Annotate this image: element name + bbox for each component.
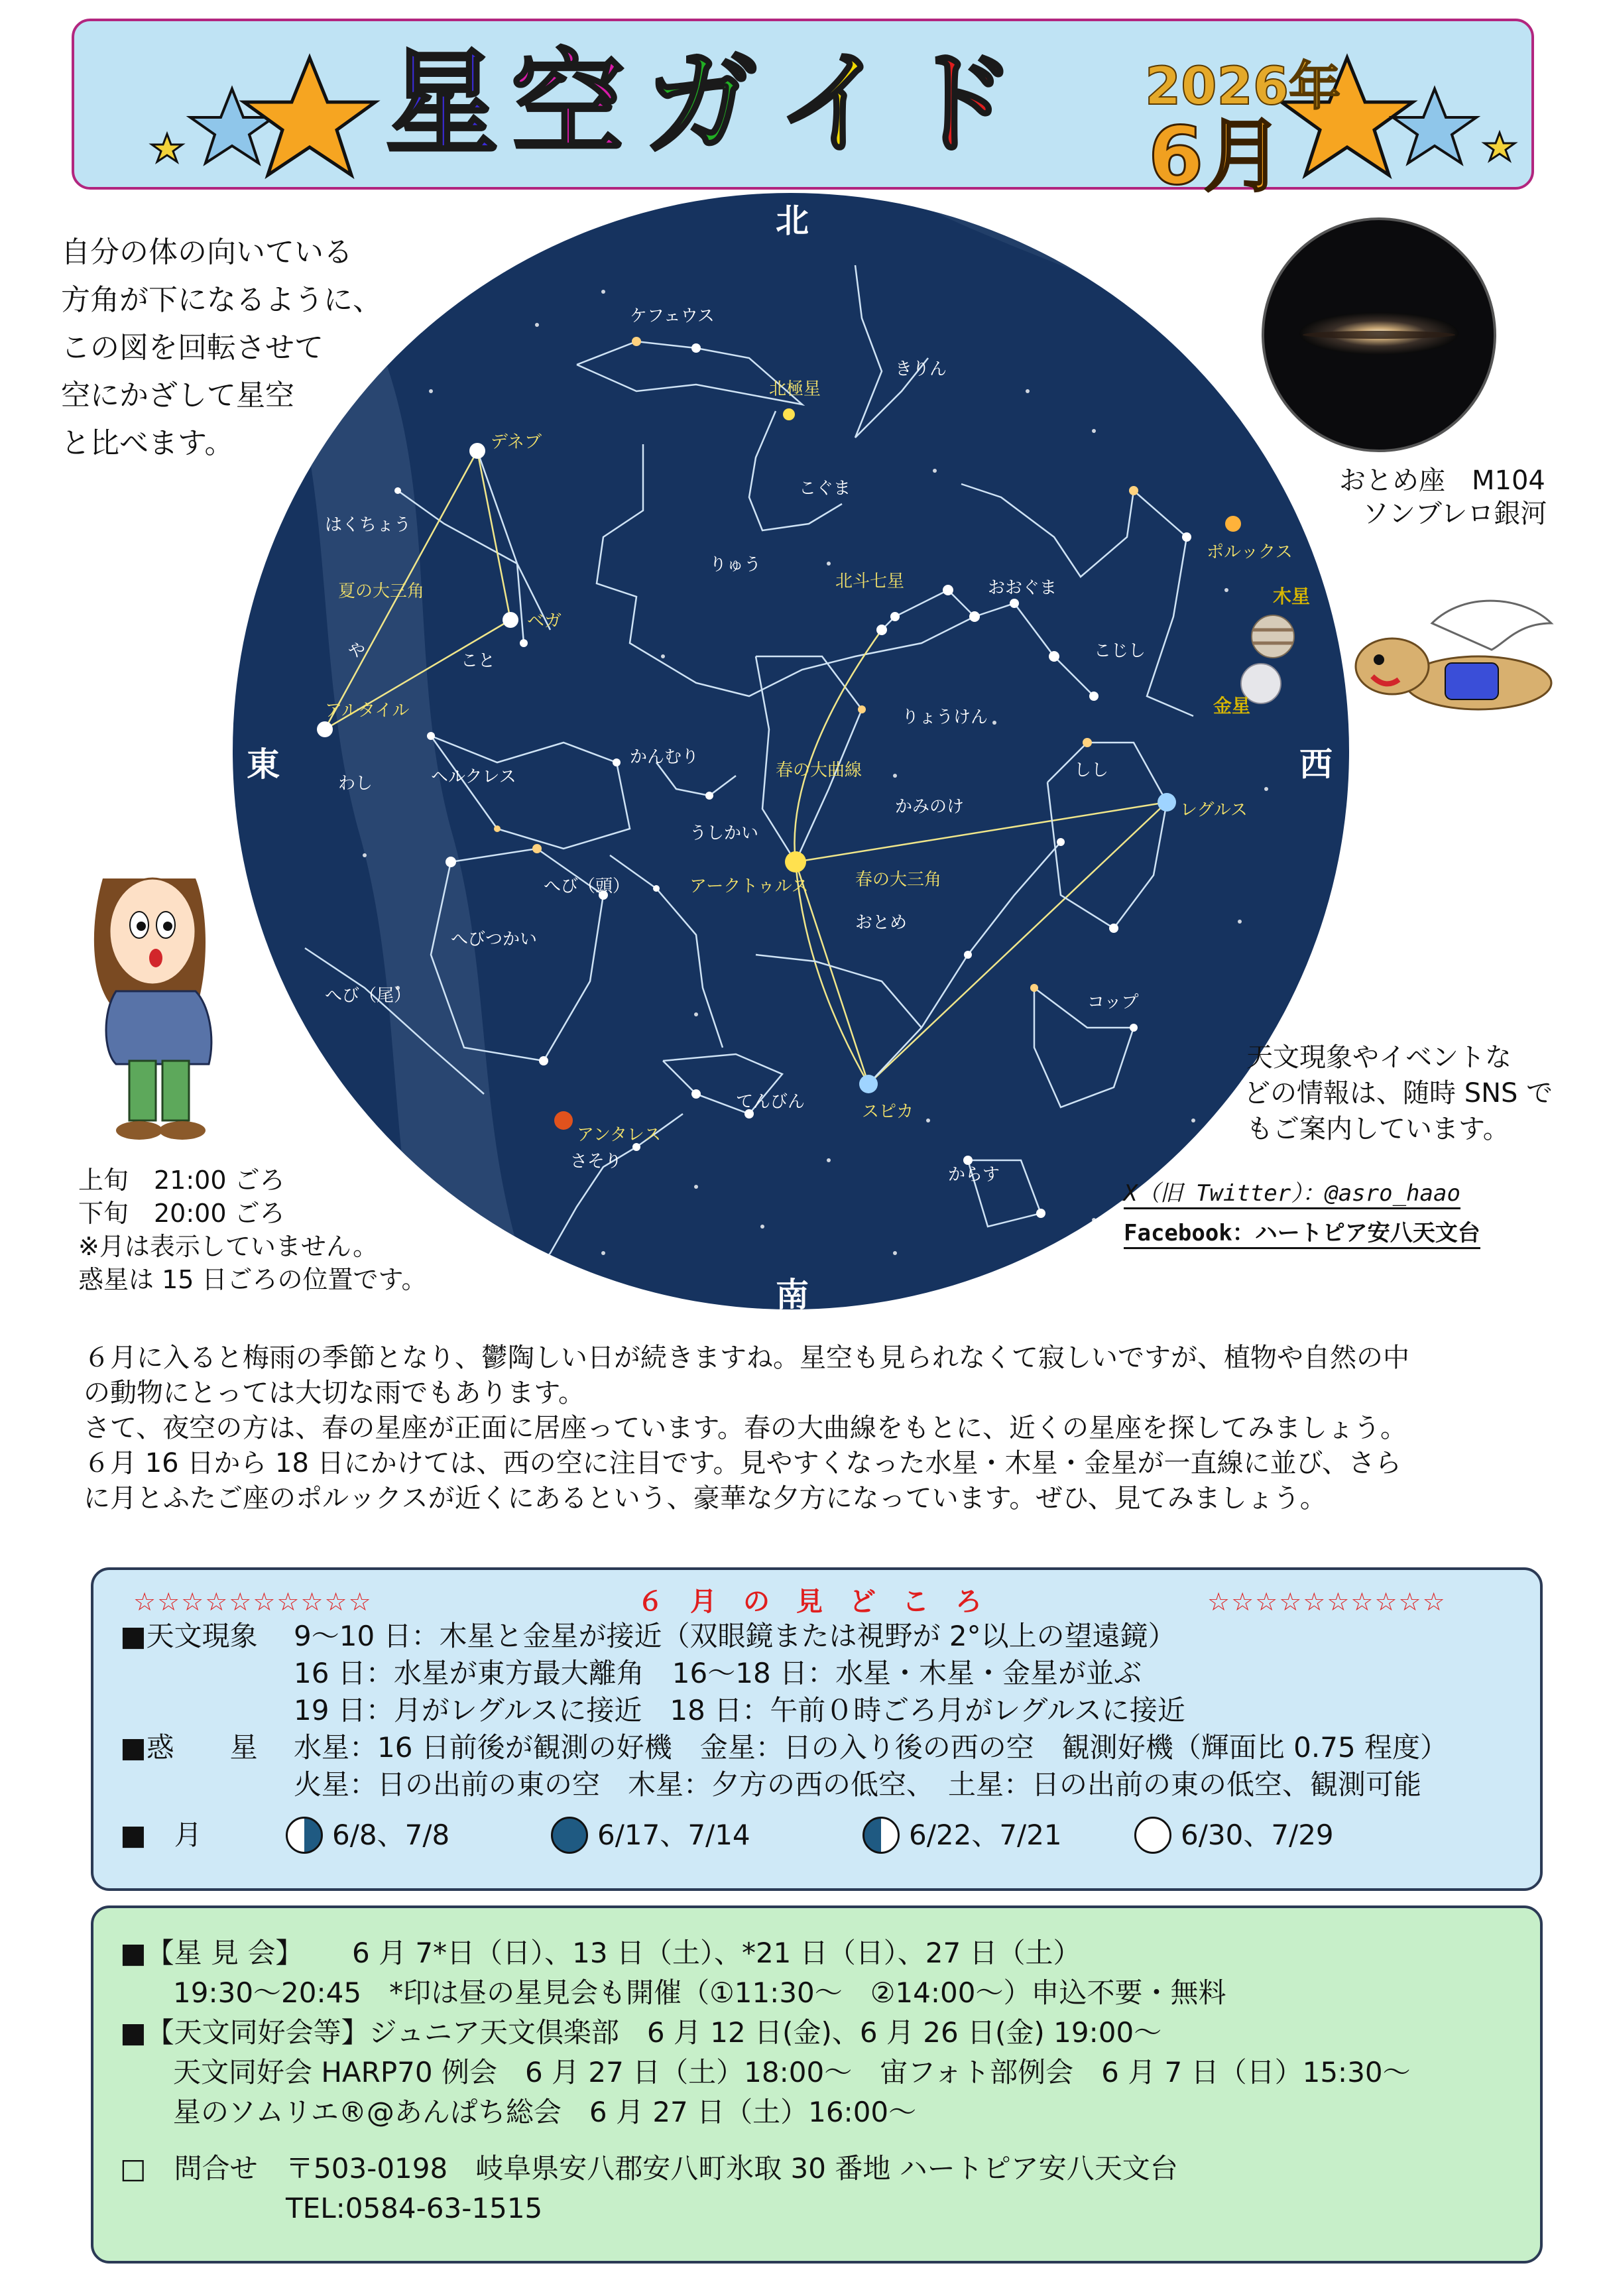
venus-label: 金星 [1213,695,1251,717]
stargazing-times: 19:30～20:45 *印は昼の星見会も開催（①11:30～ ②14:00～）申込不要・無料 [173,1976,1226,2009]
header-month: 6月 [1148,111,1283,203]
facebook-link[interactable]: Facebook：ハートピア安八天文台 [1124,1215,1480,1249]
galaxy-label-1: おとめ座 M104 [1339,465,1545,496]
planets-label: ■惑 星 [120,1731,258,1764]
title-char-3: ガ [644,38,758,170]
label-canes-venatici: りょうけん [902,707,988,727]
label-antares: アンタレス [577,1125,662,1145]
instruction-line: と比べます。 [61,426,234,460]
x-twitter-link[interactable]: X（旧 Twitter）：@asro_haao [1124,1175,1460,1209]
label-virgo: おとめ [855,913,908,933]
stars-decoration-left: ☆☆☆☆☆☆☆☆☆☆ [133,1587,373,1616]
label-camelopardalis: きりん [895,359,947,379]
label-cepheus: ケフェウス [630,306,715,326]
highlights-box [91,1567,1543,1891]
direction-south: 南 [776,1276,809,1314]
contact-tel[interactable]: TEL:0584-63-1515 [286,2192,543,2224]
star-map [232,192,1359,1319]
title-char-4: イ [777,38,890,170]
sns-text-line: 天文現象やイベントな [1246,1042,1512,1073]
instruction-line: 方角が下になるように、 [61,283,382,317]
star-antares [554,1111,573,1130]
paragraph-line: さて、夜空の方は、春の星座が正面に居座っています。春の大曲線をもとに、近くの星座を探してみましょう。 [84,1413,1407,1443]
label-lynx: こじし [1094,641,1146,661]
star-arcturus [785,851,806,873]
pollux-label: ポルックス [1207,542,1293,562]
contact-address: 〒503-0198 岐阜県安八郡安八町氷取 30 番地 ハートピア安八天文台 [286,2152,1178,2185]
moon-phase-date: 6/17、7/14 [597,1819,750,1851]
star-icon [1484,133,1515,160]
star-deneb [469,443,485,459]
time-note: 下旬 20:00 ごろ [78,1199,285,1228]
phenomena-line: 16 日：水星が東方最大離角 16～18 日：水星・木星・金星が並ぶ [294,1657,1142,1689]
label-spring-curve: 春の大曲線 [776,760,862,780]
moon-phase-date: 6/22、7/21 [909,1819,1062,1851]
label-draco: りゅう [709,555,762,575]
star-spica [859,1075,878,1093]
label-crater: コップ [1087,993,1139,1012]
new-moon-icon [1134,1817,1171,1854]
title-char-5: ド [903,38,1016,170]
label-serpens-tail: へび（尾） [325,986,412,1006]
label-hercules: ヘルクレス [431,767,516,787]
galaxy-photo [1260,215,1498,454]
sns-notice [1246,1040,1555,1147]
star-icon [190,89,274,163]
header-banner [72,19,1534,203]
direction-east: 東 [247,745,280,784]
phenomena-line: 9～10 日：木星と金星が接近（双眼鏡または視野が 2°以上の望遠鏡） [294,1620,1176,1652]
label-vega: ベガ [527,611,562,631]
flying-dog-illustration [1352,597,1571,729]
club-line: 星のソムリエ®@あんぱち総会 6 月 27 日（土）16:00～ [173,2096,917,2128]
label-aquila: わし [338,774,373,794]
label-summer-triangle: 夏の大三角 [338,581,425,601]
highlights-title: ６ 月 の 見 ど こ ろ [637,1587,982,1617]
planets-line: 火星：日の出前の東の空 木星：夕方の西の低空、 土星：日の出前の東の低空、観測可能 [294,1768,1422,1801]
star-icon [152,134,182,162]
girl-illustration [63,839,249,1144]
label-altair: アルタイル [325,701,410,721]
label-leo: しし [1074,760,1109,780]
first-quarter-moon-icon [286,1817,323,1854]
instruction-line: 自分の体の向いている [61,235,353,269]
label-ursa-minor: こぐま [799,479,851,499]
label-spica: スピカ [862,1102,914,1122]
paragraph-line: ６月 16 日から 18 日にかけては、西の空に注目です。見やすくなった水星・木星・金星が一直線に並び、さら [84,1448,1401,1479]
label-ursa-major: おおぐま [988,578,1057,598]
time-note: ※月は表示していません。 [78,1232,379,1261]
label-big-dipper: 北斗七星 [835,572,905,591]
moon-label: ■ 月 [120,1819,202,1851]
phenomena-line: 19 日：月がレグルスに接近 18 日：午前０時ごろ月がレグルスに接近 [294,1694,1185,1726]
label-serpens-head: へび（頭） [544,876,630,896]
label-bootes: うしかい [689,823,759,843]
label-sagitta: や [348,641,366,661]
star-polaris [783,408,795,420]
time-note: 惑星は 15 日ごろの位置です。 [78,1265,427,1294]
title-char-1: 星 [386,38,499,170]
contact-label: □ 問合せ [120,2152,258,2185]
galaxy-label-2: ソンブレロ銀河 [1362,499,1547,529]
paragraph-line: に月とふたご座のポルックスが近くにあるという、豪華な夕方になっています。ぜひ、見てみましょう。 [84,1483,1327,1514]
wing-icon [1432,601,1551,650]
instruction-line: 空にかざして星空 [61,379,294,412]
sns-text-line: どの情報は、随時 SNS で [1244,1078,1553,1109]
time-note: 上旬 21:00 ごろ [78,1166,285,1195]
stars-decoration-right: ☆☆☆☆☆☆☆☆☆☆ [1207,1587,1447,1616]
paragraph-line: の動物にとっては大切な雨でもあります。 [84,1378,585,1408]
full-moon-icon [551,1817,588,1854]
label-deneb: デネブ [491,432,542,452]
sns-text-line: もご案内しています。 [1246,1114,1510,1144]
stargazing-label: ■【星 見 会】 [120,1937,304,1969]
jupiter-label: 木星 [1273,585,1311,607]
moon-phase-date: 6/30、7/29 [1181,1819,1334,1851]
star-vega [503,612,518,628]
label-corona-borealis: かんむり [630,747,699,767]
label-lyra: こと [461,651,496,671]
label-regulus: レグルス [1180,800,1248,820]
phenomena-label: ■天文現象 [120,1620,258,1652]
star-icon [1393,89,1476,163]
planets-line: 水星：16 日前後が観測の好機 金星：日の入り後の西の空 観測好機（輝面比 0.75 程度） [294,1731,1449,1764]
events-box [91,1905,1543,2264]
star-pollux [1225,516,1241,532]
label-cygnus: はくちょう [325,515,412,535]
label-coma: かみのけ [895,797,965,817]
star-regulus [1158,793,1176,812]
label-polaris: 北極星 [769,379,821,399]
direction-north: 北 [776,202,809,240]
direction-west: 西 [1299,745,1333,784]
label-corvus: からす [948,1165,1000,1185]
label-spring-triangle: 春の大三角 [855,870,942,890]
title-char-2: 空 [512,38,625,170]
instruction-line: この図を回転させて [61,331,324,365]
star-altair [317,721,333,737]
header-year: 2026年 [1145,57,1341,117]
label-arcturus: アークトゥルス [689,876,809,896]
time-notes [78,1164,426,1296]
jupiter-icon [1252,615,1294,658]
moon-phase-date: 6/8、7/8 [332,1819,450,1851]
stargazing-dates: 6 月 7*日（日）、13 日（土）、*21 日（日）、27 日（土） [352,1937,1081,1969]
label-scorpius: さそり [570,1152,623,1172]
planets [1220,514,1299,713]
star-icon [244,58,375,175]
label-ophiuchus: へびつかい [451,930,538,949]
intro-paragraph [84,1341,1542,1516]
paragraph-line: ６月に入ると梅雨の季節となり、鬱陶しい日が続きますね。星空も見られなくて寂しいですが、植物や自然の中 [84,1343,1409,1373]
label-libra: てんびん [736,1092,805,1112]
club-line: ■【天文同好会等】ジュニア天文倶楽部 6 月 12 日(金)、6 月 26 日(金) 19:00～ [120,2016,1162,2049]
club-line: 天文同好会 HARP70 例会 6 月 27 日（土）18:00～ 宙フォト部例会 6 月 7 日（日）15:30～ [173,2056,1411,2088]
last-quarter-moon-icon [862,1817,900,1854]
